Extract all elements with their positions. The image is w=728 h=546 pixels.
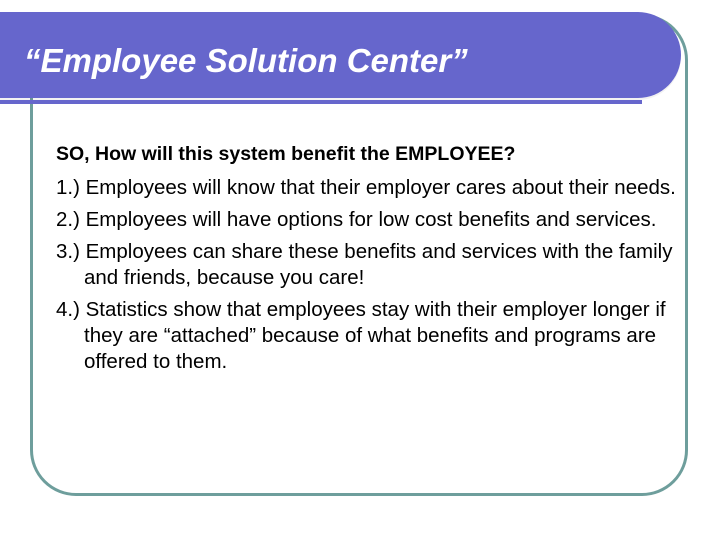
benefit-item-3: 3.) Employees can share these benefits and services with the family and friends, because you care! — [56, 240, 673, 289]
benefit-list — [56, 175, 676, 375]
title-banner — [0, 12, 681, 98]
benefit-item-2: 2.) Employees will have options for low cost benefits and services. — [56, 208, 657, 231]
title-banner-underline — [0, 100, 642, 104]
slide-body — [56, 141, 676, 381]
benefit-item-1: 1.) Employees will know that their employer cares about their needs. — [56, 176, 676, 199]
question-heading: SO, How will this system benefit the EMPLOYEE? — [56, 143, 516, 165]
benefit-item-4: 4.) Statistics show that employees stay with their employer longer if they are “attached” because of what benefits and programs are offered to them. — [56, 298, 666, 373]
slide-title: “Employee Solution Center” — [24, 42, 468, 79]
